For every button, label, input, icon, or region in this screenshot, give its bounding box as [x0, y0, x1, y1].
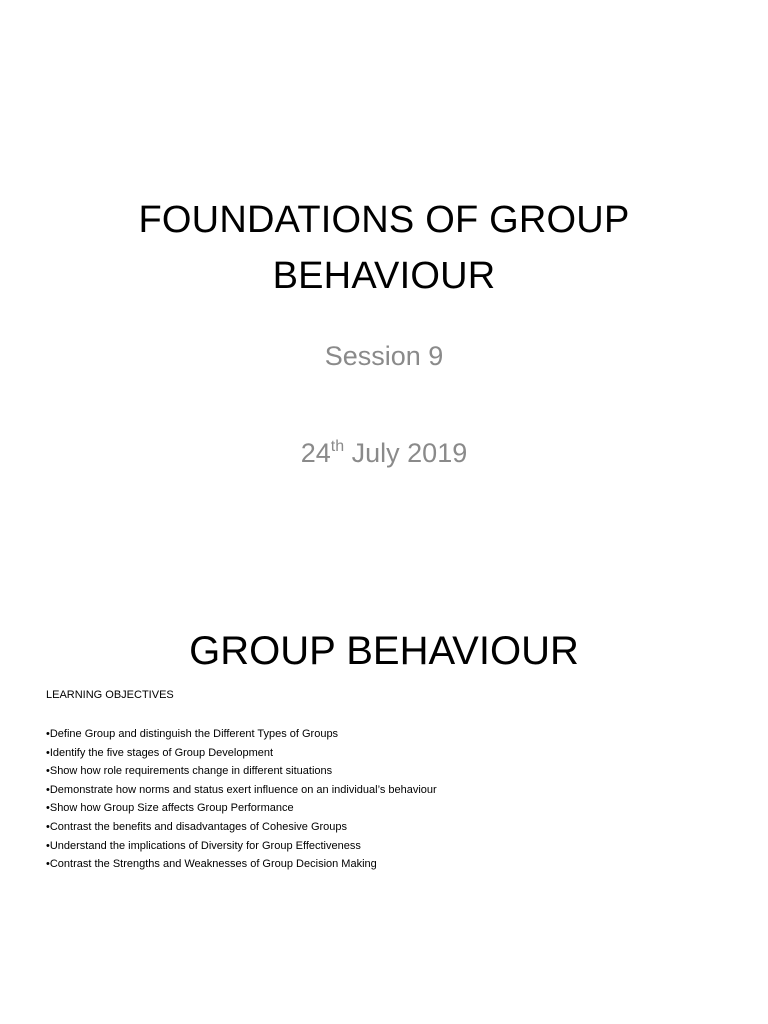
date-ordinal-suffix: th	[330, 438, 345, 455]
date-month-year: July 2019	[344, 438, 468, 468]
session-date	[0, 437, 768, 469]
objectives-list	[46, 725, 437, 874]
objective-item: •Contrast the benefits and disadvantages of Cohesive Groups	[46, 820, 348, 833]
objective-item: •Identify the five stages of Group Development	[46, 746, 274, 759]
objective-item: •Show how role requirements change in different situations	[46, 765, 333, 778]
presentation-title	[0, 192, 768, 304]
objective-item: •Understand the implications of Diversity for Group Effectiveness	[46, 839, 361, 852]
session-label: Session 9	[324, 341, 444, 371]
date-day: 24	[300, 438, 331, 468]
objective-item: •Demonstrate how norms and status exert influence on an individual’s behaviour	[46, 783, 437, 796]
objective-item: •Show how Group Size affects Group Performance	[46, 802, 294, 815]
objective-item: •Contrast the Strengths and Weaknesses of Group Decision Making	[46, 858, 377, 871]
objectives-slide	[0, 576, 768, 1024]
title-line-2: BEHAVIOUR	[272, 255, 496, 297]
title-line-1: FOUNDATIONS OF GROUP	[138, 199, 630, 241]
section-title: GROUP BEHAVIOUR	[189, 629, 579, 673]
objectives-heading: LEARNING OBJECTIVES	[46, 689, 174, 701]
objective-item: •Define Group and distinguish the Different Types of Groups	[46, 728, 339, 740]
